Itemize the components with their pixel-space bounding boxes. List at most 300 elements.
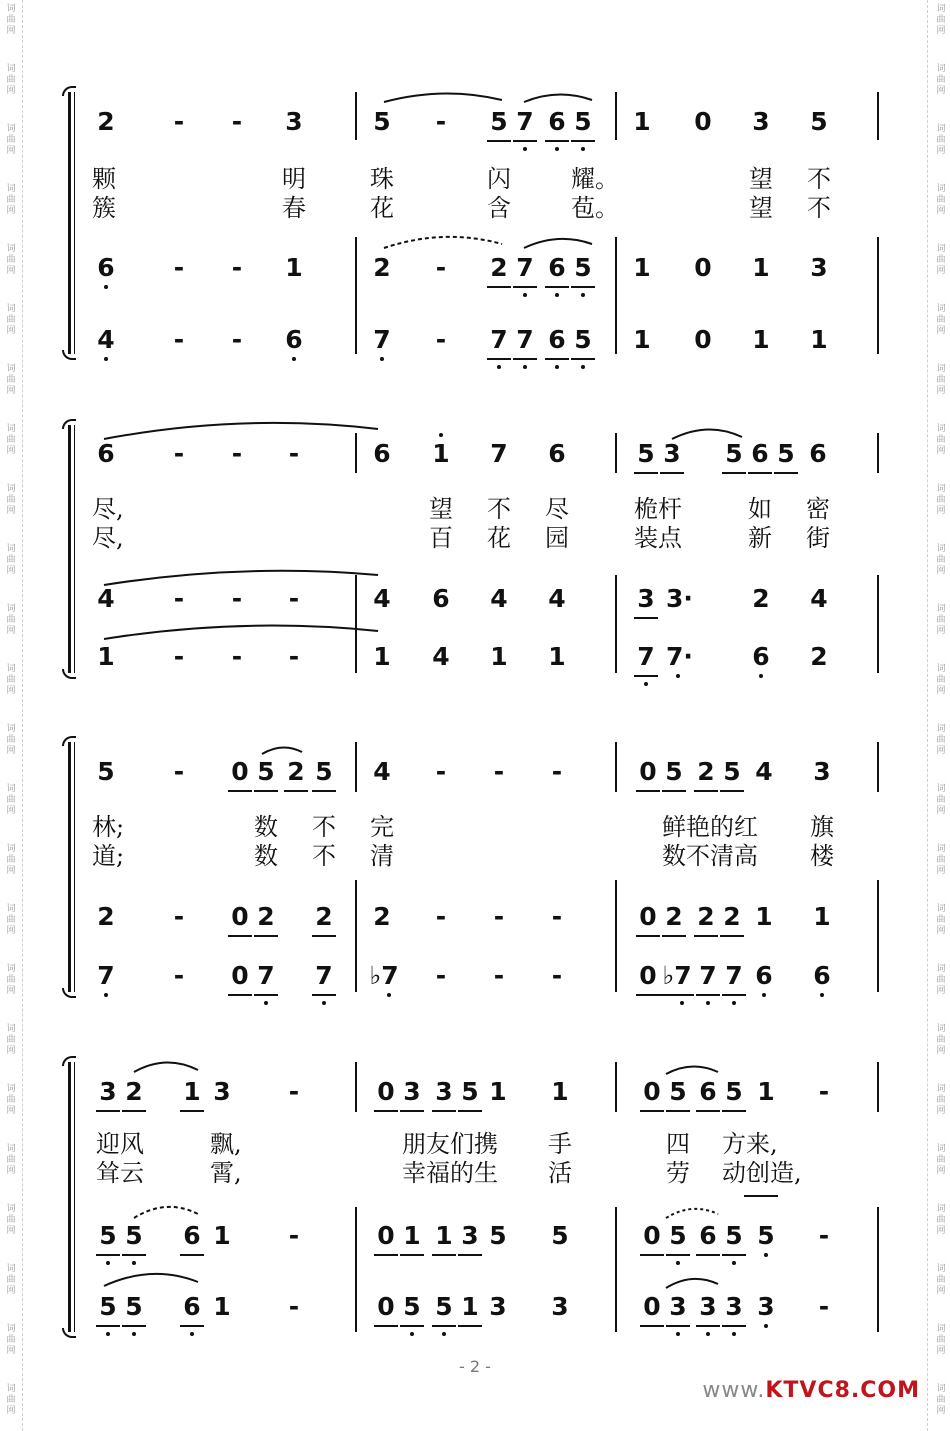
- watermark-glyph: 曲: [936, 1395, 946, 1405]
- watermark-glyph: 曲: [936, 495, 946, 505]
- lyric: 不: [487, 495, 511, 523]
- note: 1: [458, 1292, 482, 1322]
- watermark-glyph: 词: [6, 544, 16, 554]
- note: 0: [228, 757, 252, 787]
- note: 5: [571, 325, 595, 355]
- lyric: 手: [548, 1130, 572, 1158]
- note: 6: [180, 1221, 204, 1251]
- watermark-glyph: 网: [6, 566, 16, 576]
- dash: -: [173, 757, 185, 786]
- watermark-glyph: 曲: [6, 75, 16, 85]
- watermark-glyph: 曲: [936, 555, 946, 565]
- dash: -: [231, 439, 243, 468]
- note: 1: [373, 642, 391, 671]
- watermark-glyph: 曲: [6, 135, 16, 145]
- watermark-glyph: 词: [936, 844, 946, 854]
- watermark-glyph: 网: [936, 86, 946, 96]
- watermark-glyph: 词: [936, 424, 946, 434]
- note: 7: [513, 325, 537, 355]
- note: 0: [636, 961, 660, 991]
- note: 7·: [666, 642, 690, 672]
- note: 6: [180, 1292, 204, 1322]
- watermark-glyph: 网: [6, 1046, 16, 1056]
- watermark-glyph: 网: [6, 1286, 16, 1296]
- watermark-glyph: 网: [936, 806, 946, 816]
- watermark-glyph: 词: [6, 1264, 16, 1274]
- note: 6: [373, 439, 391, 468]
- note: 6: [748, 439, 772, 469]
- watermark-glyph: 网: [6, 26, 16, 36]
- watermark-glyph: 网: [6, 686, 16, 696]
- watermark-glyph: 曲: [936, 315, 946, 325]
- watermark-glyph: 词: [936, 1204, 946, 1214]
- bass-row: [62, 642, 892, 672]
- note: 5: [96, 1292, 120, 1322]
- note: 7: [370, 325, 394, 355]
- watermark-glyph: 曲: [936, 975, 946, 985]
- note: 6: [548, 439, 566, 468]
- note: 5: [122, 1292, 146, 1322]
- note: 7: [513, 253, 537, 283]
- note: 2: [694, 902, 718, 932]
- note: 3: [551, 1292, 569, 1321]
- lyric: 数: [254, 813, 278, 841]
- lyric: 林;: [92, 813, 125, 841]
- watermark-glyph: 词: [936, 4, 946, 14]
- lyric: 不: [312, 842, 336, 870]
- note: 0: [374, 1221, 398, 1251]
- lyric: 道;: [92, 842, 125, 870]
- melody-row: [62, 757, 892, 787]
- note: 4: [490, 584, 508, 613]
- watermark-glyph: 网: [936, 206, 946, 216]
- note: 7: [696, 961, 720, 991]
- watermark-glyph: 词: [936, 1324, 946, 1334]
- lyric: 桅杆: [634, 495, 682, 523]
- note: 2: [254, 902, 278, 932]
- note: 6: [97, 439, 115, 468]
- score-system-3: [62, 742, 892, 992]
- lyric: 迎风: [96, 1130, 144, 1158]
- note: 3·: [666, 584, 693, 613]
- note: 2: [373, 253, 391, 282]
- note: 5: [96, 1221, 120, 1251]
- lyric: 花: [370, 194, 394, 222]
- watermark-glyph: 词: [6, 1384, 16, 1394]
- lyric: 动创造,: [722, 1159, 802, 1187]
- note: 1: [633, 325, 651, 354]
- watermark-glyph: 曲: [936, 135, 946, 145]
- watermark-glyph: 词: [936, 724, 946, 734]
- dash: -: [288, 584, 300, 613]
- note: 5: [97, 757, 115, 786]
- watermark-glyph: 曲: [936, 1035, 946, 1045]
- lyric: 如: [748, 495, 772, 523]
- note: 1: [400, 1221, 424, 1251]
- watermark-glyph: 曲: [6, 435, 16, 445]
- note: 5: [662, 757, 686, 787]
- dash: -: [435, 902, 447, 931]
- watermark-glyph: 曲: [936, 615, 946, 625]
- lyric: 鲜艳的红: [662, 813, 758, 841]
- note: 3: [458, 1221, 482, 1251]
- dash: -: [173, 902, 185, 931]
- watermark-glyph: 词: [6, 64, 16, 74]
- note: 4: [94, 325, 118, 355]
- watermark-glyph: 词: [936, 484, 946, 494]
- note: 1: [551, 1077, 569, 1106]
- watermark-glyph: 网: [936, 1346, 946, 1356]
- note: 0: [228, 961, 252, 991]
- watermark-glyph: 词: [6, 364, 16, 374]
- watermark-glyph: 网: [936, 1106, 946, 1116]
- dash: -: [551, 961, 563, 990]
- watermark-glyph: 词: [936, 304, 946, 314]
- note: 6: [94, 253, 118, 283]
- watermark-glyph: 曲: [936, 1215, 946, 1225]
- note: 1: [490, 642, 508, 671]
- watermark-glyph: 曲: [6, 1155, 16, 1165]
- score-system-1: [62, 92, 892, 354]
- lyric: 含: [487, 194, 511, 222]
- note: 7: [722, 961, 746, 991]
- lyric: 尽,: [92, 524, 124, 552]
- watermark-glyph: 曲: [936, 1275, 946, 1285]
- watermark-glyph: 词: [6, 184, 16, 194]
- lyric: 望: [749, 165, 773, 193]
- dash: -: [288, 439, 300, 468]
- watermark-glyph: 曲: [936, 795, 946, 805]
- watermark-glyph: 词: [936, 1024, 946, 1034]
- note: 4: [548, 584, 566, 613]
- watermark-glyph: 曲: [936, 1095, 946, 1105]
- watermark-glyph: 曲: [6, 15, 16, 25]
- note: 6: [545, 325, 569, 355]
- lyric: 清: [370, 842, 394, 870]
- note: 3: [660, 439, 684, 469]
- note: 5: [458, 1077, 482, 1107]
- watermark-glyph: 网: [936, 986, 946, 996]
- note: 1: [813, 902, 831, 931]
- note: 3: [213, 1077, 231, 1106]
- dash: -: [173, 253, 185, 282]
- note: 5: [122, 1221, 146, 1251]
- note: 5: [489, 1221, 507, 1250]
- watermark-glyph: 曲: [6, 975, 16, 985]
- watermark-glyph: 词: [936, 784, 946, 794]
- note: 7: [490, 439, 508, 468]
- watermark-glyph: 词: [6, 244, 16, 254]
- watermark-glyph: 词: [6, 1204, 16, 1214]
- watermark-glyph: 词: [936, 904, 946, 914]
- lyric: 不: [807, 165, 831, 193]
- note: 0: [640, 1077, 664, 1107]
- dash: -: [435, 325, 447, 354]
- lyric: 方来,: [722, 1130, 778, 1158]
- watermark-glyph: 网: [6, 206, 16, 216]
- watermark-glyph: 网: [936, 926, 946, 936]
- watermark-glyph: 词: [6, 1324, 16, 1334]
- note: 7: [254, 961, 278, 991]
- watermark-glyph: 网: [6, 986, 16, 996]
- note: 2: [752, 584, 770, 613]
- watermark-glyph: 网: [6, 506, 16, 516]
- lyric: 春: [282, 194, 306, 222]
- watermark-glyph: 词: [936, 1384, 946, 1394]
- note: 7: [94, 961, 118, 991]
- watermark-glyph: 网: [6, 626, 16, 636]
- watermark-glyph: 词: [6, 664, 16, 674]
- note: 3: [400, 1077, 424, 1107]
- watermark-glyph: 词: [6, 424, 16, 434]
- watermark-glyph: 网: [936, 446, 946, 456]
- note: 5: [754, 1221, 778, 1251]
- dash: -: [493, 961, 505, 990]
- note: 2: [810, 642, 828, 671]
- note: 5: [720, 757, 744, 787]
- note: 6: [696, 1221, 720, 1251]
- note: 0: [694, 253, 712, 282]
- watermark-glyph: 曲: [936, 15, 946, 25]
- note: ♭7: [660, 961, 694, 991]
- note: 1: [97, 642, 115, 671]
- dash: -: [435, 107, 447, 136]
- watermark-glyph: 词: [936, 1084, 946, 1094]
- melody-row: [62, 439, 892, 469]
- melody-row: [62, 107, 892, 137]
- watermark-glyph: 网: [6, 1346, 16, 1356]
- score-system-2: [62, 425, 892, 673]
- note: 2: [694, 757, 718, 787]
- lyric: 飘,: [210, 1130, 242, 1158]
- dash: -: [231, 107, 243, 136]
- lyric: 劳: [666, 1159, 690, 1187]
- lyric: 花: [487, 524, 511, 552]
- note: 7: [487, 325, 511, 355]
- watermark-glyph: 曲: [6, 795, 16, 805]
- watermark-glyph: 词: [6, 4, 16, 14]
- note: 4: [755, 757, 773, 786]
- dash: -: [288, 1292, 300, 1321]
- watermark-glyph: 网: [936, 866, 946, 876]
- note: 2: [373, 902, 391, 931]
- watermark-glyph: 曲: [6, 675, 16, 685]
- watermark-glyph: 网: [6, 1106, 16, 1116]
- melody-row: [62, 1077, 892, 1107]
- note: 1: [633, 253, 651, 282]
- watermark-glyph: 词: [936, 64, 946, 74]
- watermark-glyph: 曲: [6, 315, 16, 325]
- lyric: 不: [312, 813, 336, 841]
- note: 1: [489, 1077, 507, 1106]
- note: 5: [634, 439, 658, 469]
- note: 5: [400, 1292, 424, 1322]
- lyric: 耸云: [96, 1159, 144, 1187]
- watermark-glyph: 网: [6, 1226, 16, 1236]
- watermark-glyph: 网: [936, 1166, 946, 1176]
- lyric: 明: [282, 165, 306, 193]
- note: 5: [722, 439, 746, 469]
- dash: -: [231, 325, 243, 354]
- watermark-glyph: 词: [936, 124, 946, 134]
- note: 3: [666, 1292, 690, 1322]
- note: 2: [662, 902, 686, 932]
- lyric: 尽: [545, 495, 569, 523]
- watermark-glyph: 曲: [936, 1335, 946, 1345]
- lyric: 望: [429, 495, 453, 523]
- note: 2: [284, 757, 308, 787]
- note: 1: [752, 253, 770, 282]
- bass-row: [62, 961, 892, 991]
- note: 5: [666, 1077, 690, 1107]
- note: 6: [809, 439, 827, 468]
- dash: -: [173, 439, 185, 468]
- watermark-glyph: 词: [936, 1264, 946, 1274]
- lyric: 颗: [92, 165, 116, 193]
- lyric: 幸福的生: [402, 1159, 498, 1187]
- dash: -: [818, 1221, 830, 1250]
- dash: -: [173, 107, 185, 136]
- watermark-glyph: 曲: [936, 1155, 946, 1165]
- lyric: 完: [370, 813, 394, 841]
- note: 1: [213, 1292, 231, 1321]
- note: 3: [489, 1292, 507, 1321]
- note: 0: [636, 757, 660, 787]
- note: 1: [285, 253, 303, 282]
- lyric: 新: [748, 524, 772, 552]
- note: 3: [634, 584, 658, 614]
- dash: -: [288, 642, 300, 671]
- site-watermark: www.KTVC8.COM: [702, 1378, 920, 1403]
- watermark-glyph: 词: [6, 304, 16, 314]
- note: 3: [754, 1292, 778, 1322]
- note: 7: [513, 107, 537, 137]
- alto-row: [62, 253, 892, 283]
- watermark-glyph: 曲: [6, 1215, 16, 1225]
- watermark-glyph: 词: [6, 844, 16, 854]
- watermark-glyph: 网: [6, 806, 16, 816]
- watermark-glyph: 曲: [6, 855, 16, 865]
- note: 4: [810, 584, 828, 613]
- dash: -: [173, 642, 185, 671]
- watermark-glyph: 曲: [936, 195, 946, 205]
- note: 2: [312, 902, 336, 932]
- watermark-glyph: 词: [6, 1024, 16, 1034]
- note: 1: [548, 642, 566, 671]
- watermark-glyph: 词: [936, 964, 946, 974]
- watermark-glyph: 网: [6, 146, 16, 156]
- lyric: 四: [666, 1130, 690, 1158]
- dash: -: [551, 902, 563, 931]
- note: 5: [774, 439, 798, 469]
- bass-row: [62, 1292, 892, 1322]
- note: 6: [749, 642, 773, 672]
- watermark-glyph: 曲: [936, 855, 946, 865]
- watermark-glyph: 曲: [6, 615, 16, 625]
- watermark-glyph: 词: [6, 124, 16, 134]
- watermark-glyph: 网: [6, 926, 16, 936]
- lyric: 楼: [810, 842, 834, 870]
- note: 1: [429, 439, 453, 469]
- watermark-glyph: 网: [936, 566, 946, 576]
- watermark-glyph: 词: [6, 1144, 16, 1154]
- note: 3: [813, 757, 831, 786]
- watermark-glyph: 词: [6, 784, 16, 794]
- lyric: 活: [548, 1159, 572, 1187]
- lyric: 密: [806, 495, 830, 523]
- note: 1: [180, 1077, 204, 1107]
- note: 3: [696, 1292, 720, 1322]
- watermark-glyph: 曲: [936, 735, 946, 745]
- watermark-glyph: 曲: [6, 375, 16, 385]
- note: 1: [633, 107, 651, 136]
- watermark-glyph: 曲: [6, 495, 16, 505]
- watermark-glyph: 网: [6, 446, 16, 456]
- lyric: 园: [545, 524, 569, 552]
- note: 3: [810, 253, 828, 282]
- watermark-glyph: 词: [936, 544, 946, 554]
- watermark-glyph: 词: [936, 664, 946, 674]
- note: 1: [757, 1077, 775, 1106]
- watermark-glyph: 网: [936, 1046, 946, 1056]
- note: 4: [432, 642, 450, 671]
- watermark-glyph: 曲: [936, 675, 946, 685]
- watermark-glyph: 词: [6, 964, 16, 974]
- watermark-glyph: 网: [936, 1226, 946, 1236]
- note: 2: [97, 902, 115, 931]
- dash: -: [435, 757, 447, 786]
- watermark-glyph: 网: [6, 1166, 16, 1176]
- note: 1: [752, 325, 770, 354]
- watermark-glyph: 网: [936, 1406, 946, 1416]
- watermark-glyph: 词: [6, 1084, 16, 1094]
- watermark-glyph: 曲: [6, 1095, 16, 1105]
- dash: -: [288, 1221, 300, 1250]
- watermark-glyph: 网: [936, 146, 946, 156]
- note: 6: [282, 325, 306, 355]
- note: ♭7: [368, 961, 400, 991]
- dash: -: [173, 584, 185, 613]
- lyric: 旗: [810, 813, 834, 841]
- watermark-glyph: 曲: [936, 255, 946, 265]
- watermark-glyph: 曲: [936, 375, 946, 385]
- note: 4: [373, 757, 391, 786]
- note: 5: [432, 1292, 456, 1322]
- watermark-glyph: 曲: [6, 735, 16, 745]
- lyric: 尽,: [92, 495, 124, 523]
- note: 6: [545, 253, 569, 283]
- watermark-glyph: 网: [936, 26, 946, 36]
- note: 3: [752, 107, 770, 136]
- note: 0: [640, 1292, 664, 1322]
- note: 1: [213, 1221, 231, 1250]
- dash: -: [435, 961, 447, 990]
- watermark-glyph: 网: [936, 386, 946, 396]
- watermark-glyph: 曲: [6, 1035, 16, 1045]
- note: 7: [312, 961, 336, 991]
- lyric: 珠: [370, 165, 394, 193]
- note: 5: [666, 1221, 690, 1251]
- note: 0: [374, 1077, 398, 1107]
- note: 7: [634, 642, 658, 672]
- alto-row: [62, 902, 892, 932]
- alto-row: [62, 1221, 892, 1251]
- dash: -: [288, 1077, 300, 1106]
- note: 6: [432, 584, 450, 613]
- dash: -: [493, 757, 505, 786]
- note: 0: [374, 1292, 398, 1322]
- watermark-glyph: 曲: [936, 915, 946, 925]
